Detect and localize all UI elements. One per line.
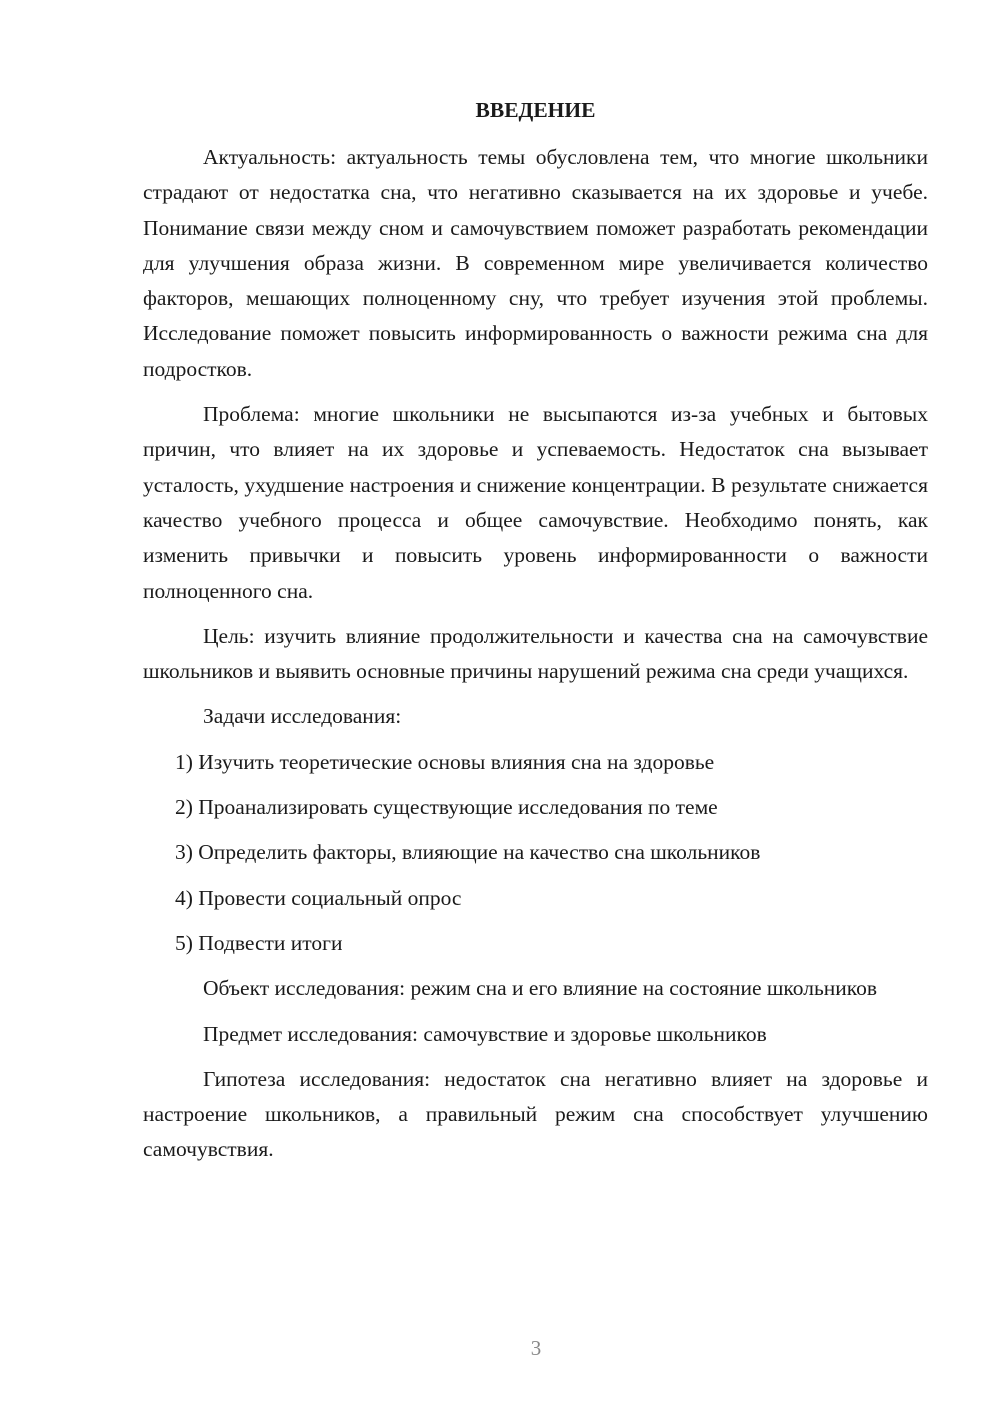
paragraph-problem: Проблема: многие школьники не высыпаются из-за учебных и бытовых причин, что влияет на их здоровье и успеваемость. Недостаток сна вызывает усталость, ухудшение настроения и снижение концентрации. В результате снижается качество учебного процесса и общее самочувствие. Необходимо понять, как изменить привычки и повысить уровень информированности о важности полноценного сна. — [143, 402, 928, 603]
page-content — [143, 93, 928, 1178]
list-item: 4) Провести социальный опрос — [175, 885, 462, 910]
list-item: 3) Определить факторы, влияющие на качество сна школьников — [175, 840, 761, 865]
section-heading: ВВЕДЕНИЕ — [475, 98, 596, 122]
list-item: 2) Проанализировать существующие исследования по теме — [175, 795, 718, 820]
paragraph-relevance: Актуальность: актуальность темы обусловлена тем, что многие школьники страдают от недостатка сна, что негативно сказывается на их здоровье и учебе. Понимание связи между сном и самочувствием поможет разработать рекомендации для улучшения образа жизни. В современном мире увеличивается количество факторов, мешающих полноценному сну, что требует изучения этой проблемы. Исследование поможет повысить информированность о важности режима сна для подростков. — [143, 145, 928, 381]
paragraph-hypothesis: Гипотеза исследования: недостаток сна негативно влияет на здоровье и настроение школьников, а правильный режим сна способствует улучшению самочувствия. — [143, 1066, 928, 1162]
paragraph-object: Объект исследования: режим сна и его влияние на состояние школьников — [203, 976, 878, 1001]
tasks-intro: Задачи исследования: — [203, 704, 402, 729]
list-item: 5) Подвести итоги — [175, 930, 343, 955]
tasks-list — [143, 745, 928, 961]
paragraph-goal: Цель: изучить влияние продолжительности и качества сна на самочувствие школьников и выявить основные причины нарушений режима сна среди учащихся. — [143, 623, 928, 684]
paragraph-subject: Предмет исследования: самочувствие и здоровье школьников — [203, 1021, 767, 1046]
list-item: 1) Изучить теоретические основы влияния сна на здоровье — [175, 749, 715, 774]
page-number: 3 — [530, 1336, 542, 1360]
